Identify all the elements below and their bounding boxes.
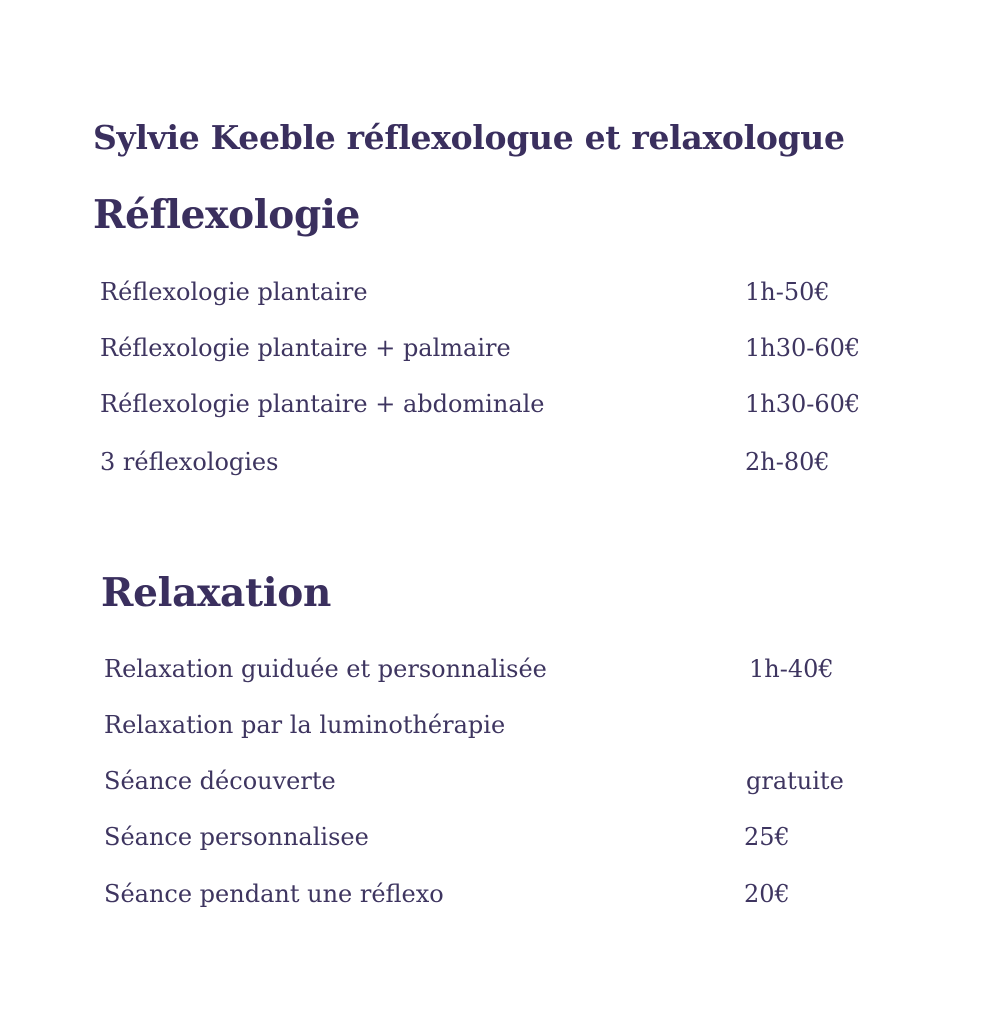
price-row [0, 448, 991, 482]
service-label: Réflexologie plantaire [100, 278, 368, 306]
price-row [0, 278, 991, 312]
service-label: Séance découverte [104, 767, 336, 795]
section-title-relaxation: Relaxation [101, 570, 332, 616]
price-row [0, 711, 991, 745]
price-row [0, 390, 991, 424]
page-title: Sylvie Keeble réflexologue et relaxologue [93, 118, 845, 157]
service-price: 20€ [744, 880, 790, 908]
price-row [0, 655, 991, 689]
price-row [0, 767, 991, 801]
service-price: 1h-40€ [749, 655, 834, 683]
service-price: 2h-80€ [745, 448, 830, 476]
service-price: 1h30-60€ [745, 390, 861, 418]
service-label: Relaxation par la luminothérapie [104, 711, 506, 739]
section-title-reflexologie: Réflexologie [93, 192, 361, 238]
service-label: Réflexologie plantaire + palmaire [100, 334, 511, 362]
service-price: 1h-50€ [745, 278, 830, 306]
price-row [0, 880, 991, 914]
service-price: gratuite [746, 767, 844, 795]
service-price: 25€ [744, 823, 790, 851]
service-label: Séance pendant une réflexo [104, 880, 444, 908]
price-row [0, 823, 991, 857]
service-label: 3 réflexologies [100, 448, 279, 476]
service-price: 1h30-60€ [745, 334, 861, 362]
price-row [0, 334, 991, 368]
service-label: Réflexologie plantaire + abdominale [100, 390, 545, 418]
service-label: Séance personnalisee [104, 823, 369, 851]
service-label: Relaxation guiduée et personnalisée [104, 655, 547, 683]
